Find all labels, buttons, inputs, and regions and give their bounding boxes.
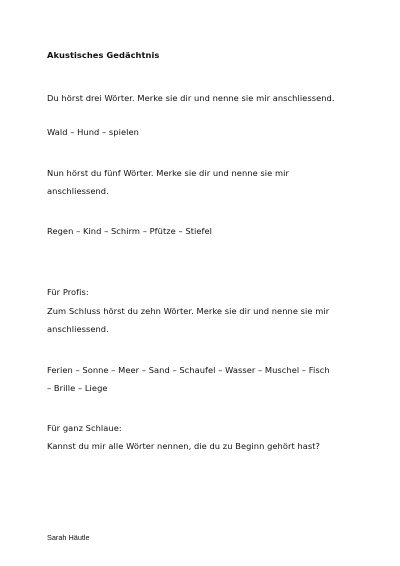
author-footer: Sarah Häutle xyxy=(47,533,90,542)
word-list-three: Wald – Hund – spielen xyxy=(47,127,139,137)
word-list-ten-line-1: Ferien – Sonne – Meer – Sand – Schaufel – Wasser – Muschel – Fisch xyxy=(47,365,330,375)
word-list-five: Regen – Kind – Schirm – Pfütze – Stiefel xyxy=(47,226,212,236)
schlaue-question: Kannst du mir alle Wörter nennen, die du zu Beginn gehört hast? xyxy=(47,441,321,451)
intro-text: Du hörst drei Wörter. Merke sie dir und nenne sie mir anschliessend. xyxy=(47,93,335,103)
profis-instruction-line-2: anschliessend. xyxy=(47,324,109,334)
document-title: Akustisches Gedächtnis xyxy=(47,50,160,60)
profis-instruction-line-1: Zum Schluss hörst du zehn Wörter. Merke sie dir und nenne sie mir xyxy=(47,306,330,316)
five-words-instruction-line-2: anschliessend. xyxy=(47,186,109,196)
word-list-ten-line-2: – Brille – Liege xyxy=(47,383,108,393)
profis-heading: Für Profis: xyxy=(47,287,89,297)
schlaue-heading: Für ganz Schlaue: xyxy=(47,423,122,433)
five-words-instruction-line-1: Nun hörst du fünf Wörter. Merke sie dir und nenne sie mir xyxy=(47,168,289,178)
